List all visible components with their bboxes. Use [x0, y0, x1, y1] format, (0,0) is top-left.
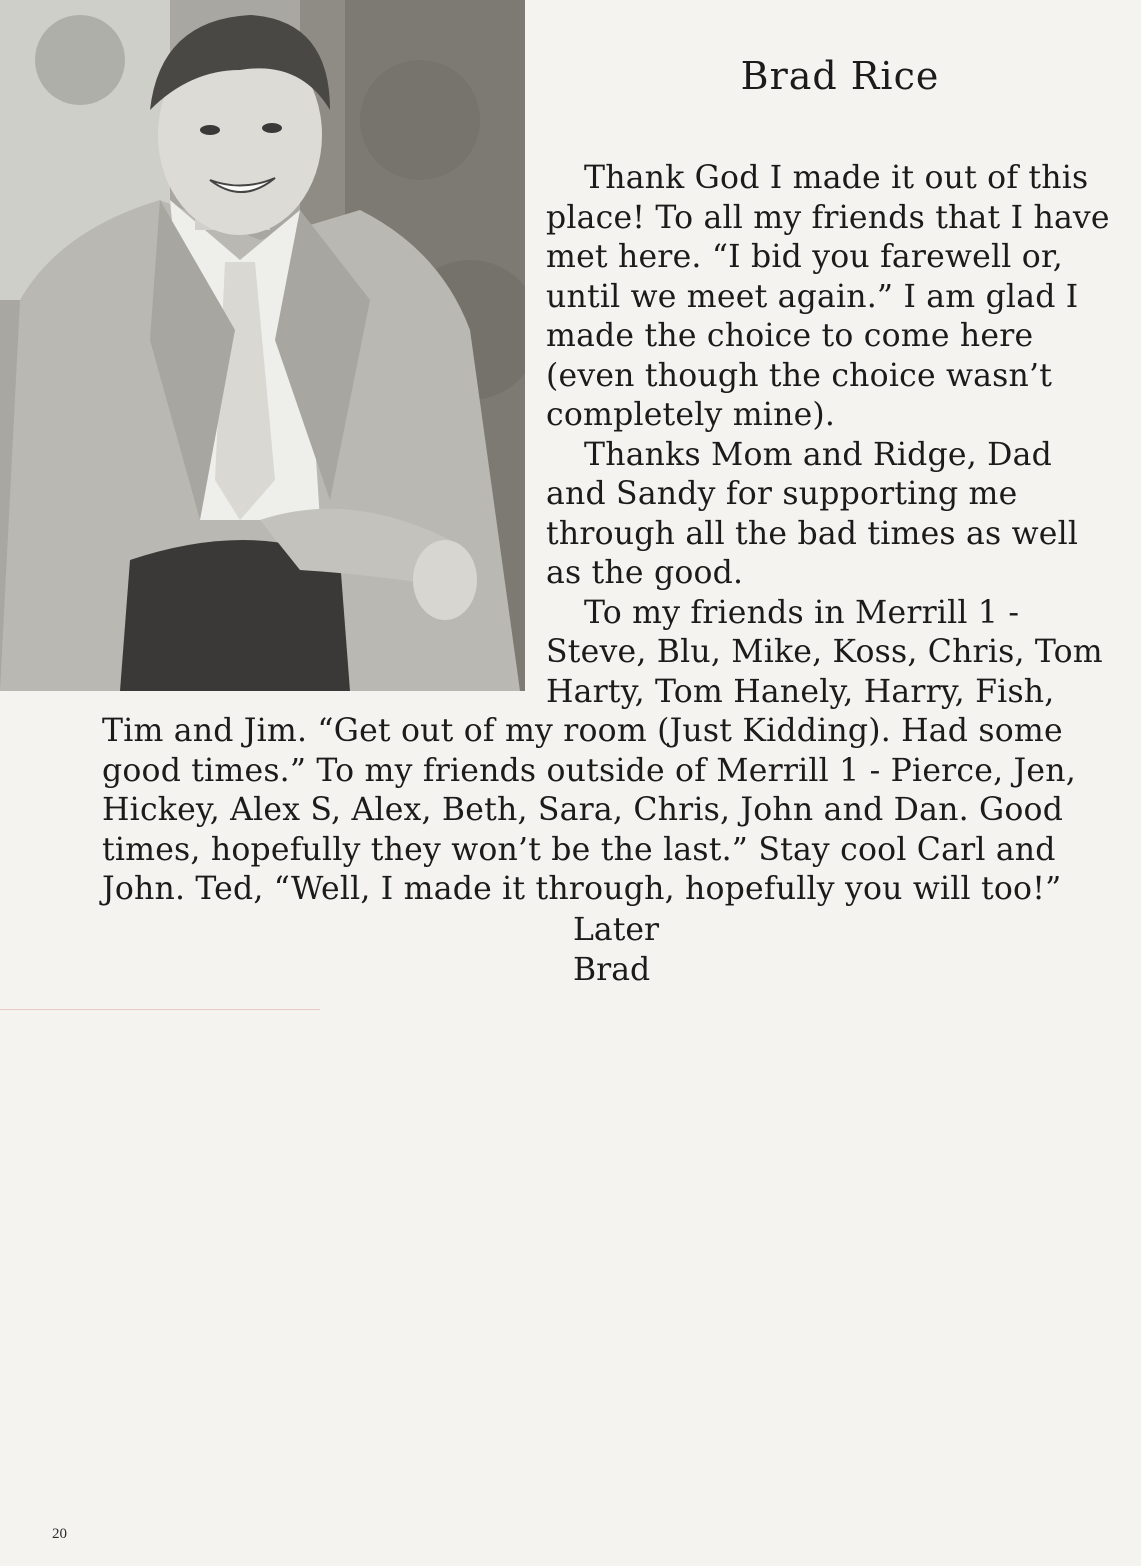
statement-line: and Sandy for supporting me — [546, 476, 1018, 512]
statement-line: times, hopefully they won’t be the last.” Stay cool Carl and — [102, 831, 1056, 868]
portrait-illustration — [0, 0, 525, 691]
statement-line: made the choice to come here — [546, 318, 1034, 354]
statement-line: met here. “I bid you farewell or, — [546, 239, 1063, 275]
signoff-closing: Later — [573, 912, 660, 948]
signoff-signature: Brad — [573, 951, 651, 988]
statement-right-column — [546, 159, 1116, 712]
statement-line: Steve, Blu, Mike, Koss, Chris, Tom — [546, 634, 1103, 670]
statement-line: To my friends in Merrill 1 - — [584, 594, 1020, 631]
statement-line: Hickey, Alex S, Alex, Beth, Sara, Chris, John and Dan. Good — [102, 792, 1064, 828]
statement-line: Tim and Jim. “Get out of my room (Just Kidding). Had some — [102, 713, 1063, 749]
statement-line: until we meet again.” I am glad I — [546, 278, 1079, 315]
statement-line: (even though the choice wasn’t — [546, 357, 1053, 394]
statement-line: John. Ted, “Well, I made it through, hopefully you will too!” — [102, 871, 1062, 907]
statement-line: Harty, Tom Hanely, Harry, Fish, — [546, 673, 1055, 710]
statement-line: good times.” To my friends outside of Merrill 1 - Pierce, Jen, — [102, 752, 1076, 789]
statement-full-width — [102, 712, 1122, 910]
statement-line: completely mine). — [546, 397, 836, 433]
page-number: 20 — [52, 1526, 67, 1542]
statement-line: as the good. — [546, 555, 744, 591]
portrait-photo — [0, 0, 525, 691]
statement-line: through all the bad times as well — [546, 515, 1079, 552]
statement-line: place! To all my friends that I have — [546, 199, 1110, 236]
divider — [0, 1009, 320, 1010]
statement-line: Thanks Mom and Ridge, Dad — [584, 436, 1052, 473]
statement-line: Thank God I made it out of this — [584, 160, 1089, 196]
signoff — [573, 911, 659, 990]
page-title: Brad Rice — [740, 54, 940, 98]
